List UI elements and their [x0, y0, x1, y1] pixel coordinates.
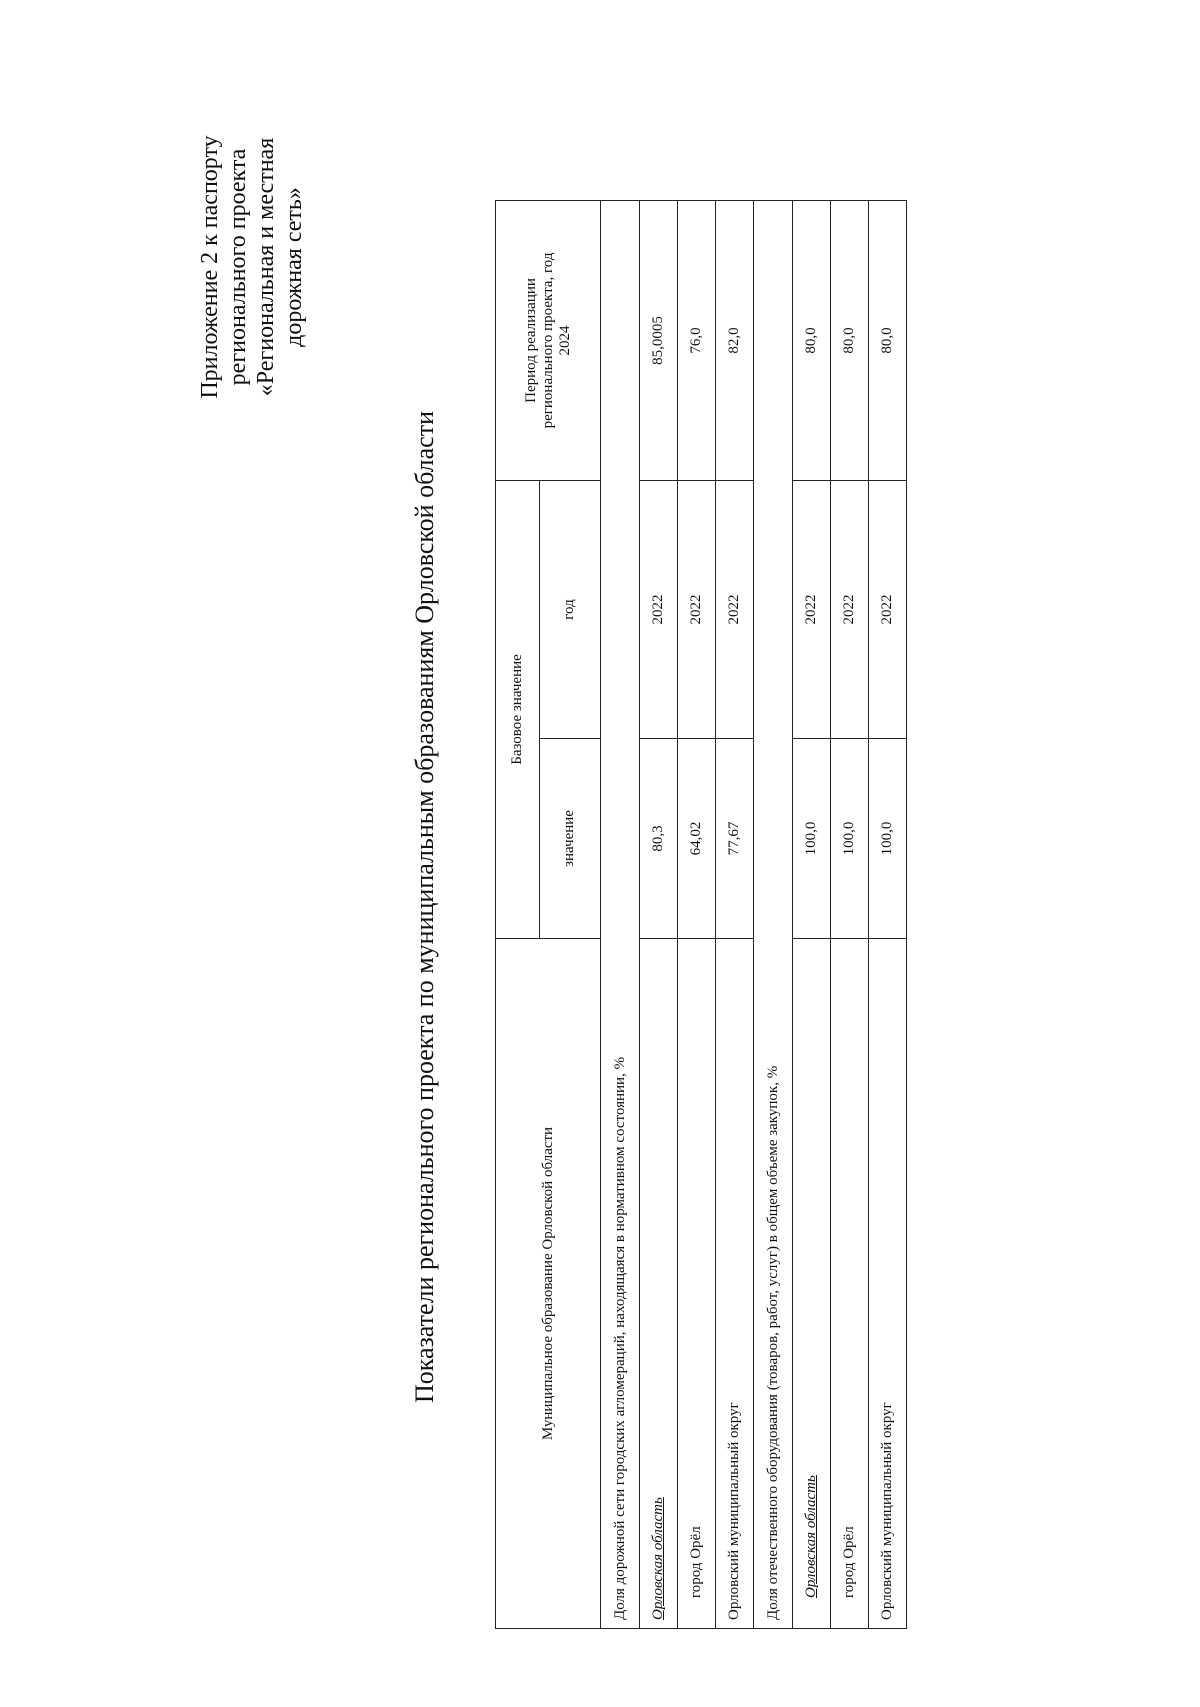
cell-value: 80,3: [640, 739, 678, 939]
header-base-value: Базовое значение: [496, 480, 540, 938]
cell-year: 2022: [793, 480, 831, 738]
cell-value: 100,0: [793, 739, 831, 939]
table-row: [831, 200, 869, 1628]
cell-value: 64,02: [678, 739, 716, 939]
cell-year: 2022: [716, 480, 754, 738]
cell-plan: 80,0: [793, 200, 831, 480]
table-row: [640, 200, 678, 1628]
header-municipality: Муниципальное образование Орловской области: [496, 939, 601, 1629]
document-title: Показатели регионального проекта по муниципальным образованиям Орловской области: [410, 411, 439, 1404]
section-title: Доля дорожной сети городских агломераций, находящаяся в нормативном состоянии, %: [601, 200, 640, 1628]
appendix-line: регионального проекта: [225, 148, 251, 386]
cell-plan: 82,0: [716, 200, 754, 480]
table-row: [678, 200, 716, 1628]
cell-value: 100,0: [869, 739, 907, 939]
cell-plan: 85,0005: [640, 200, 678, 480]
cell-year: 2022: [640, 480, 678, 738]
cell-value: 77,67: [716, 739, 754, 939]
indicators-table: [495, 200, 907, 1629]
header-period: [496, 200, 601, 480]
section-row: [601, 200, 640, 1628]
cell-year: 2022: [678, 480, 716, 738]
section-title: Доля отечественного оборудования (товаров, работ, услуг) в общем объеме закупок, %: [754, 200, 793, 1628]
section-row: [754, 200, 793, 1628]
cell-value: 100,0: [831, 739, 869, 939]
header-value: значение: [539, 739, 600, 939]
cell-year: 2022: [831, 480, 869, 738]
cell-municipality: [793, 939, 831, 1629]
appendix-line: «Региональная и местная: [253, 137, 279, 397]
cell-municipality: Орловский муниципальный округ: [869, 939, 907, 1629]
cell-year: 2022: [869, 480, 907, 738]
appendix-line: Приложение 2 к паспорту: [197, 135, 223, 399]
cell-municipality: Орловский муниципальный округ: [716, 939, 754, 1629]
cell-municipality: город Орёл: [831, 939, 869, 1629]
header-period-year: 2024: [556, 325, 573, 356]
header-period-line1: Период реализации: [522, 278, 539, 403]
region-name: Орловская область: [803, 1475, 819, 1598]
cell-plan: 80,0: [831, 200, 869, 480]
table-row: [716, 200, 754, 1628]
table-row: [793, 200, 831, 1628]
appendix-line: дорожная сеть»: [281, 187, 307, 347]
cell-plan: 76,0: [678, 200, 716, 480]
cell-plan: 80,0: [869, 200, 907, 480]
appendix-note: [196, 37, 308, 497]
header-year: год: [539, 480, 600, 738]
region-name: Орловская область: [650, 1497, 666, 1620]
table-row: [869, 200, 907, 1628]
cell-municipality: [640, 939, 678, 1629]
cell-municipality: город Орёл: [678, 939, 716, 1629]
header-period-line2: регионального проекта, год: [539, 252, 556, 429]
